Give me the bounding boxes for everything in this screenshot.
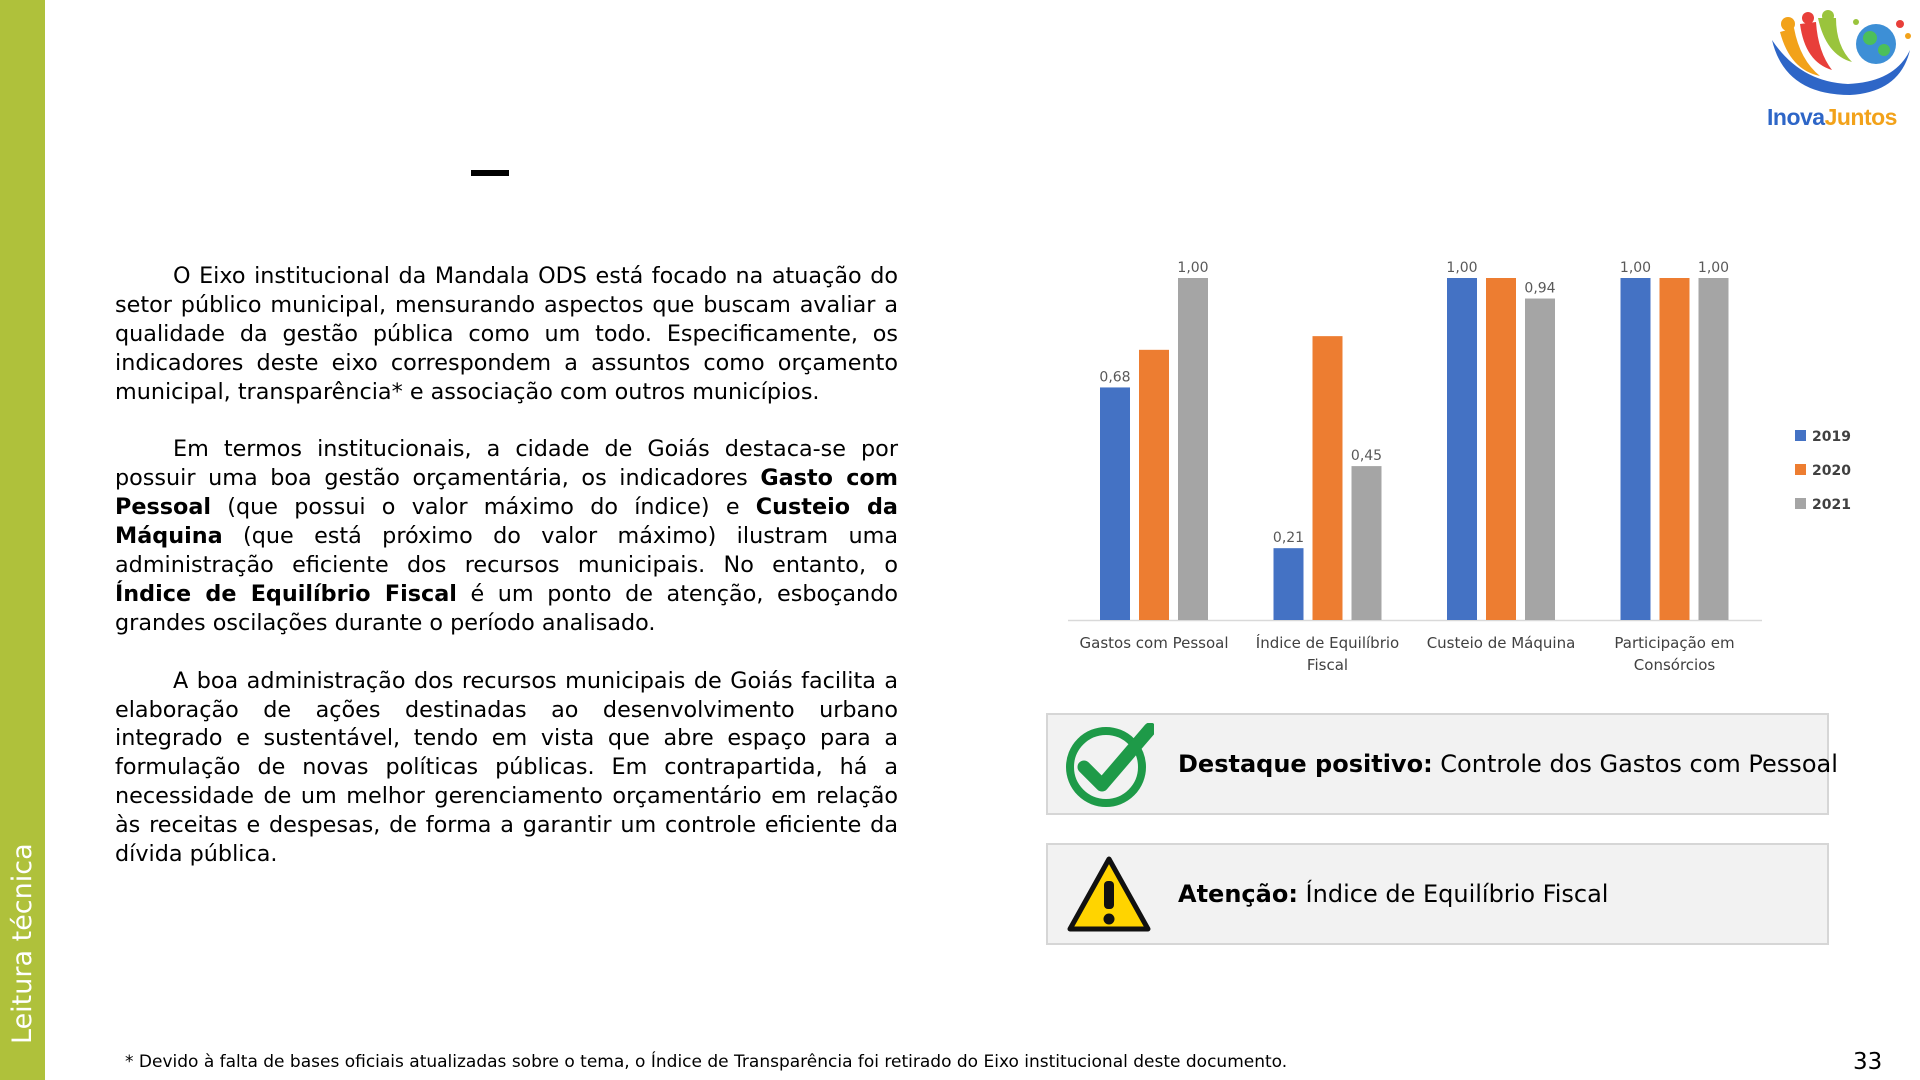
bar-2021-3 [1525,299,1555,620]
attention-text: Atenção: Índice de Equilíbrio Fiscal [1178,880,1609,908]
legend-swatch-2020 [1795,464,1806,475]
sidebar-label: Leitura técnica [7,843,38,1044]
category-label-4-line-2: Consórcios [1633,656,1716,674]
data-label-2021-1: 1,00 [1177,260,1209,276]
legend-swatch-2019 [1795,430,1806,441]
warning-icon [1064,853,1154,937]
bar-2020-3 [1486,278,1516,620]
bar-2020-4 [1660,278,1690,620]
attention-card [1046,843,1829,945]
data-label-2021-4: 1,00 [1697,260,1730,276]
category-label-1-line-1: Gastos com Pessoal [1079,634,1229,652]
data-label-2021-3: 0,94 [1524,280,1556,297]
bar-2021-2 [1352,466,1382,620]
data-label-2019-4: 1,00 [1619,260,1652,276]
bar-2019-2 [1274,548,1304,620]
title-dash [471,170,509,176]
data-label-2019-2: 0,21 [1272,530,1305,547]
paragraph-3: A boa administração dos recursos municipais de Goiás facilita a elaboração de ações destinadas ao desenvolvimento urbano integrado e sustentável, tendo em vista que abre espaço para a formulação de novas políticas públicas. Em contrapartida, há a necessidade de um melhor gerenciamento orçamentário em relação às receitas e despesas, de forma a garantir um controle eficiente da dívida pública. [115,667,898,868]
check-icon [1064,723,1154,807]
legend-label-2020: 2020 [1812,463,1851,479]
positive-highlight-text: Destaque positivo: Controle dos Gastos com Pessoal [1178,750,1838,778]
page-number: 33 [1853,1049,1883,1075]
bar-2019-3 [1447,278,1477,620]
category-label-4-line-1: Participação em [1614,634,1735,652]
category-label-3-line-1: Custeio de Máquina [1426,634,1576,652]
bar-2021-1 [1178,278,1208,620]
bar-2020-1 [1139,350,1169,620]
legend-label-2019: 2019 [1812,429,1851,445]
footnote: * Devido à falta de bases oficiais atualizadas sobre o tema, o Índice de Transparência foi retirado do Eixo institucional deste documento. [125,1052,1288,1072]
positive-highlight-card [1046,713,1838,815]
category-label-2-line-2: Fiscal [1306,656,1349,674]
bar-2019-4 [1621,278,1651,620]
bar-2020-2 [1313,336,1343,620]
body-text [115,262,898,898]
data-label-2019-1: 0,68 [1099,369,1131,386]
bar-chart [1060,255,1880,685]
legend-swatch-2021 [1795,498,1806,509]
sidebar [0,0,45,1080]
bar-2019-1 [1100,387,1130,620]
data-label-2019-3: 1,00 [1446,260,1478,276]
paragraph-2: Em termos institucionais, a cidade de Goiás destaca-se por possuir uma boa gestão orçamentária, os indicadores Gasto com Pessoal (que possui o valor máximo do índice) e Custeio da Máquina (que está próximo do valor máximo) ilustram uma administração eficiente dos recursos municipais. No entanto, o Índice de Equilíbrio Fiscal é um ponto de atenção, esboçando grandes oscilações durante o período analisado. [115,436,898,636]
bar-2021-4 [1699,278,1729,620]
data-label-2021-2: 0,45 [1350,448,1383,465]
legend-label-2021: 2021 [1812,497,1851,513]
category-label-2-line-1: Índice de Equilíbrio [1255,634,1400,652]
paragraph-1: O Eixo institucional da Mandala ODS está focado na atuação do setor público municipal, mensurando aspectos que buscam avaliar a qualidade da gestão pública como um todo. Especificamente, os indicadores deste eixo correspondem a assuntos como orçamento municipal, transparência* e associação com outros municípios. [115,263,898,405]
logo-text: InovaJuntos [1767,104,1897,130]
